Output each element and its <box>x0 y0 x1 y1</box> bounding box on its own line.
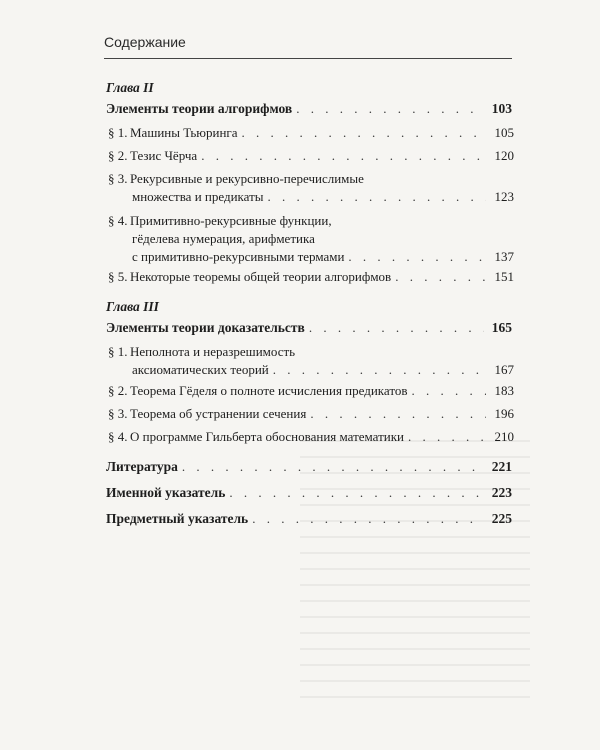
section-title-continued: аксиоматических теорий <box>132 362 269 377</box>
page-number: 137 <box>494 249 514 264</box>
leader-dots <box>348 248 486 266</box>
leader-dots <box>242 124 486 142</box>
section-title-continued: гёделева нумерация, арифметика <box>132 231 315 246</box>
toc-entry-section <box>106 147 514 165</box>
section-number: § 4. <box>108 213 128 228</box>
section-title: О программе Гильберта обоснования математики <box>130 429 405 444</box>
section-title: Неполнота и неразрешимость <box>130 344 296 359</box>
leader-dots <box>229 484 484 502</box>
page-number: 196 <box>494 406 514 421</box>
page-number: 210 <box>494 429 514 444</box>
leader-dots <box>412 382 486 400</box>
leader-dots <box>252 510 484 528</box>
section-number: § 2. <box>108 383 128 398</box>
chapter-title: Элементы теории доказательств <box>106 320 305 335</box>
page-number: 123 <box>494 189 514 204</box>
section-title: Машины Тьюринга <box>130 125 238 140</box>
toc-entry-section <box>106 428 514 446</box>
toc-entry-back-matter <box>106 458 512 476</box>
section-title: Примитивно-рекурсивные функции, <box>130 213 332 228</box>
leader-dots <box>395 268 486 286</box>
page-number: 120 <box>494 148 514 163</box>
header-rule <box>104 58 512 59</box>
section-number: § 2. <box>108 148 128 163</box>
toc-entry-section <box>106 212 514 266</box>
section-title: Рекурсивные и рекурсивно-перечислимые <box>130 171 364 186</box>
page-number: 225 <box>491 511 512 526</box>
section-title: Теорема Гёделя о полноте исчисления предикатов <box>130 383 408 398</box>
page-number: 151 <box>494 269 514 284</box>
leader-dots <box>182 458 484 476</box>
leader-dots <box>201 147 486 165</box>
toc-entry-chapter <box>106 319 512 337</box>
back-matter-title: Именной указатель <box>106 485 226 500</box>
page-number: 103 <box>491 101 512 116</box>
toc-entry-section <box>106 124 514 142</box>
section-title: Некоторые теоремы общей теории алгорифмов <box>130 269 392 284</box>
page-number: 167 <box>494 362 514 377</box>
leader-dots <box>273 361 486 379</box>
toc-entry-section <box>106 343 514 379</box>
leader-dots <box>296 100 484 118</box>
section-number: § 4. <box>108 429 128 444</box>
chapter-label: Глава II <box>106 80 154 95</box>
toc-entry-section <box>106 268 514 286</box>
section-number: § 1. <box>108 344 128 359</box>
chapter-title: Элементы теории алгорифмов <box>106 101 293 116</box>
section-title-continued: с примитивно-рекурсивными термами <box>132 249 345 264</box>
section-title-continued: множества и предикаты <box>132 189 264 204</box>
back-matter-title: Предметный указатель <box>106 511 249 526</box>
section-title: Теорема об устранении сечения <box>130 406 307 421</box>
toc-entry-back-matter <box>106 484 512 502</box>
section-number: § 3. <box>108 406 128 421</box>
section-number: § 3. <box>108 171 128 186</box>
section-title: Тезис Чёрча <box>130 148 198 163</box>
page-number: 165 <box>491 320 512 335</box>
leader-dots <box>310 405 486 423</box>
toc-entry-back-matter <box>106 510 512 528</box>
section-number: § 1. <box>108 125 128 140</box>
page-number: 105 <box>494 125 514 140</box>
toc-entry-section <box>106 382 514 400</box>
section-number: § 5. <box>108 269 128 284</box>
toc-entry-chapter <box>106 100 512 118</box>
chapter-label: Глава III <box>106 299 159 314</box>
page-number: 223 <box>491 485 512 500</box>
leader-dots <box>268 188 486 206</box>
running-head: Содержание <box>104 34 186 50</box>
page-number: 221 <box>491 459 512 474</box>
toc-entry-section <box>106 170 514 206</box>
back-matter-title: Литература <box>106 459 178 474</box>
leader-dots <box>408 428 486 446</box>
show-through-texture <box>300 440 530 700</box>
page-number: 183 <box>494 383 514 398</box>
leader-dots <box>309 319 484 337</box>
toc-entry-section <box>106 405 514 423</box>
